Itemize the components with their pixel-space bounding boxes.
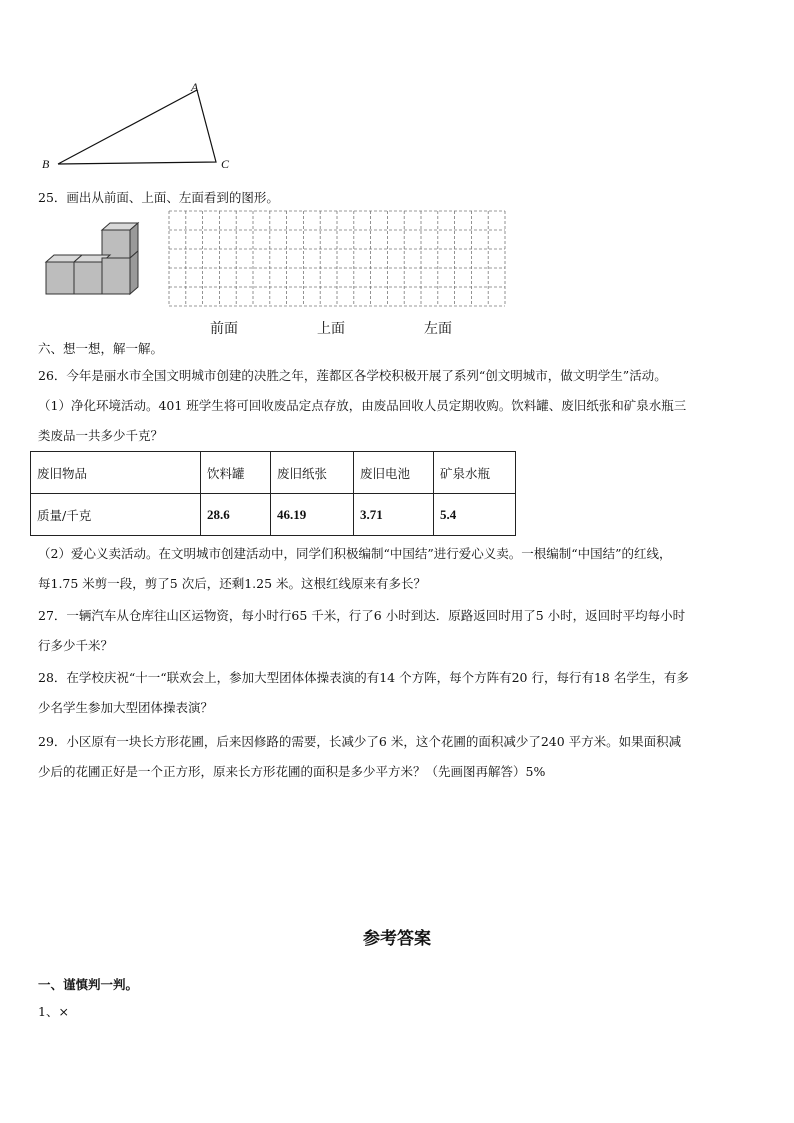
table-header: 饮料罐 bbox=[201, 452, 271, 494]
triangle-vertex-c: C bbox=[221, 157, 230, 171]
question-26-part2-cont: 每1.75 米剪一段，剪了5 次后，还剩1.25 米。这根红线原来有多长？ bbox=[38, 576, 427, 591]
view-label-left: 左面 bbox=[424, 321, 452, 337]
table-header: 废旧物品 bbox=[31, 452, 201, 494]
question-29: 29．小区原有一块长方形花圃，后来因修路的需要，长减少了6 米，这个花圃的面积减少了240 平方米。如果面积减 bbox=[38, 734, 682, 749]
table-row bbox=[31, 494, 516, 536]
question-29-cont: 少后的花圃正好是一个正方形，原来长方形花圃的面积是多少平方米？（先画图再解答）5% bbox=[38, 764, 546, 779]
section-heading: 六、想一想，解一解。 bbox=[38, 341, 164, 356]
question-26-part2: （2）爱心义卖活动。在文明城市创建活动中，同学们积极编制“中国结”进行爱心义卖。一根编制“中国结”的红线， bbox=[38, 546, 672, 561]
question-27: 27．一辆汽车从仓库往山区运物资，每小时行65 千米，行了6 小时到达．原路返回时用了5 小时，返回时平均每小时 bbox=[38, 608, 686, 623]
cube-stack-figure bbox=[36, 220, 140, 300]
answers-title: 参考答案 bbox=[363, 929, 431, 949]
table-header: 废旧纸张 bbox=[271, 452, 354, 494]
dotted-grid bbox=[168, 210, 506, 308]
question-28: 28．在学校庆祝“十一“联欢会上，参加大型团体体操表演的有14 个方阵，每个方阵有20 行，每行有18 名学生，有多 bbox=[38, 670, 689, 685]
table-row-label: 质量/千克 bbox=[31, 494, 201, 536]
triangle-figure bbox=[36, 78, 236, 176]
question-27-cont: 行多少千米？ bbox=[38, 638, 114, 653]
view-label-front: 前面 bbox=[210, 321, 238, 337]
answer-item: 1、× bbox=[38, 1004, 69, 1019]
question-26-part1: （1）净化环境活动。401 班学生将可回收废品定点存放，由废品回收人员定期收购。饮料罐、废旧纸张和矿泉水瓶三 bbox=[38, 398, 687, 413]
table-header: 矿泉水瓶 bbox=[434, 452, 516, 494]
question-25: 25．画出从前面、上面、左面看到的图形。 bbox=[38, 190, 279, 205]
table-header-row bbox=[31, 452, 516, 494]
table-header: 废旧电池 bbox=[354, 452, 434, 494]
table-cell: 46.19 bbox=[271, 494, 354, 536]
question-26-part1-cont: 类废品一共多少千克？ bbox=[38, 428, 164, 443]
question-28-cont: 少名学生参加大型团体操表演？ bbox=[38, 700, 214, 715]
waste-table bbox=[30, 451, 516, 536]
triangle-vertex-b: B bbox=[42, 157, 50, 171]
view-label-top: 上面 bbox=[317, 321, 345, 337]
answers-section-heading: 一、谨慎判一判。 bbox=[38, 977, 139, 992]
table-cell: 28.6 bbox=[201, 494, 271, 536]
table-cell: 5.4 bbox=[434, 494, 516, 536]
question-26-intro: 26．今年是丽水市全国文明城市创建的决胜之年，莲都区各学校积极开展了系列“创文明城市，做文明学生”活动。 bbox=[38, 368, 667, 383]
table-cell: 3.71 bbox=[354, 494, 434, 536]
triangle-vertex-a: A bbox=[191, 80, 199, 94]
